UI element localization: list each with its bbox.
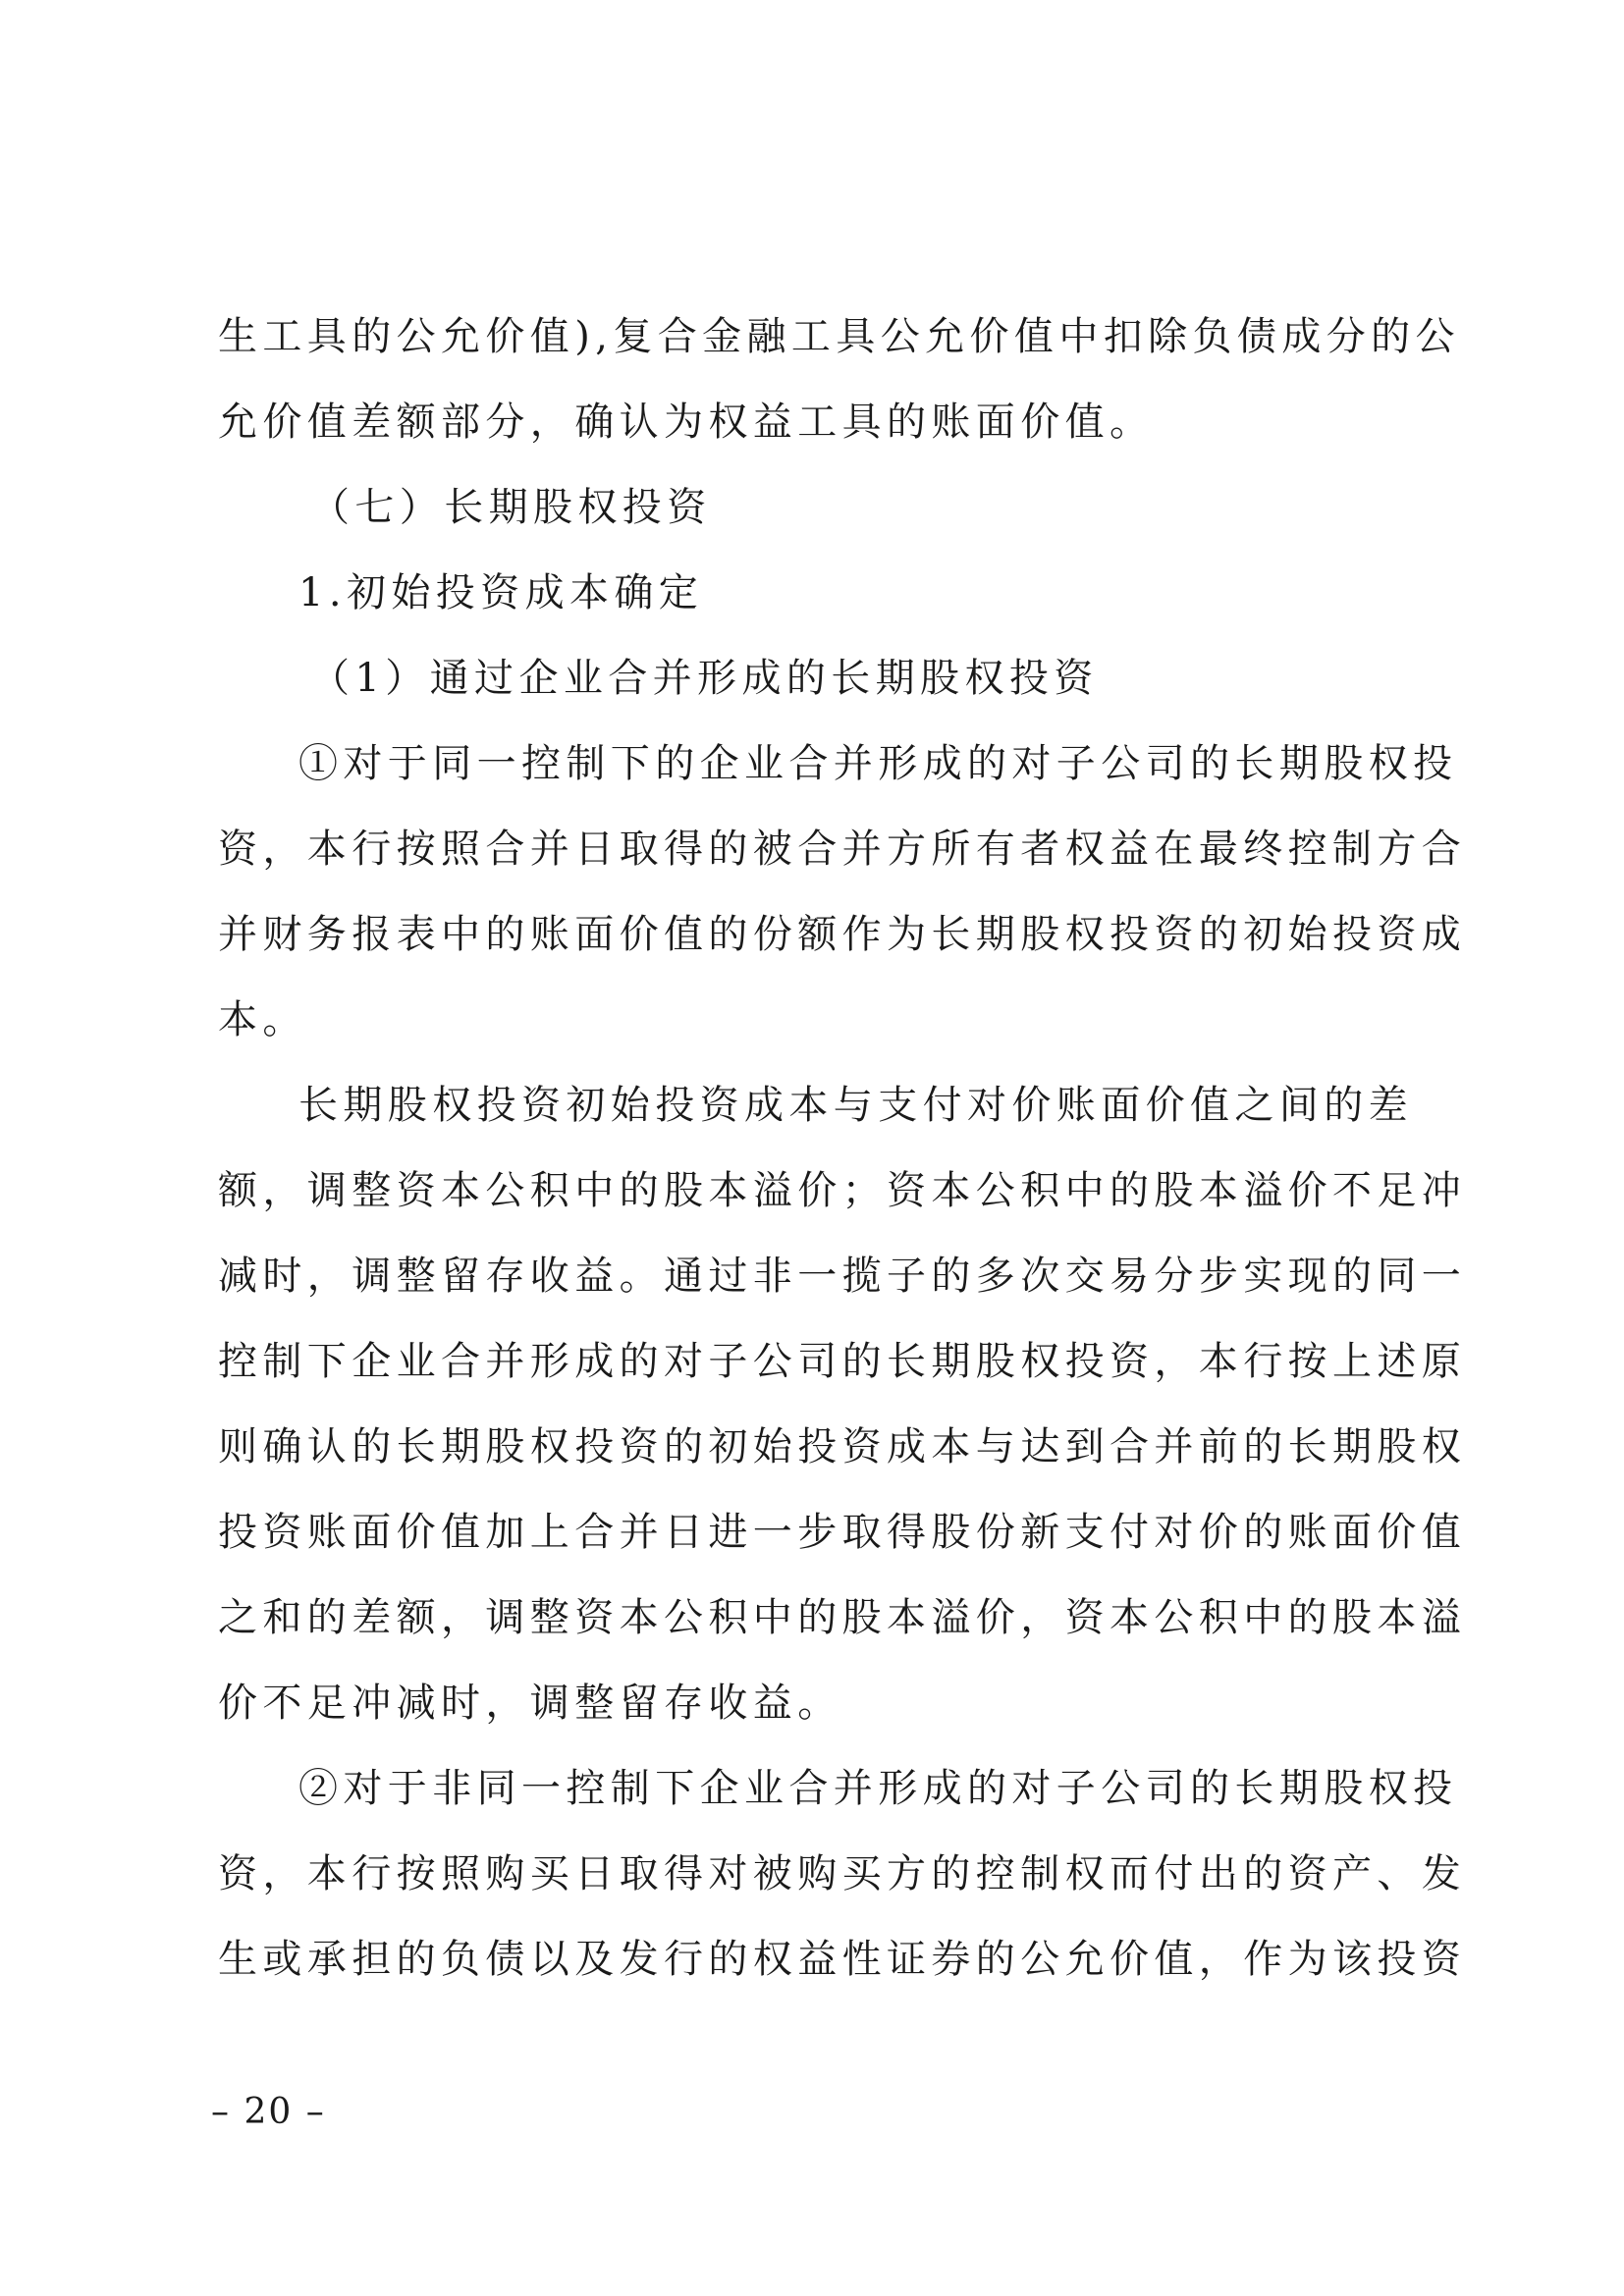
text-line: 之和的差额，调整资本公积中的股本溢价，资本公积中的股本溢: [218, 1595, 1467, 1640]
text-line: 减时，调整留存收益。通过非一揽子的多次交易分步实现的同一: [218, 1254, 1467, 1299]
subsection-heading: 1.初始投资成本确定: [298, 570, 704, 615]
body-text: [218, 294, 1467, 2002]
text-line: 资，本行按照合并日取得的被合并方所有者权益在最终控制方合: [218, 827, 1467, 872]
text-line: 投资账面价值加上合并日进一步取得股份新支付对价的账面价值: [218, 1510, 1467, 1555]
paragraph-start-line: ①对于同一控制下的企业合并形成的对子公司的长期股权投: [298, 741, 1458, 786]
text-line: 允价值差额部分，确认为权益工具的账面价值。: [218, 400, 1155, 445]
paragraph-start-line: ②对于非同一控制下企业合并形成的对子公司的长期股权投: [298, 1766, 1458, 1811]
text-line: 并财务报表中的账面价值的份额作为长期股权投资的初始投资成: [218, 912, 1467, 957]
text-line: 价不足冲减时，调整留存收益。: [218, 1681, 842, 1726]
text-line: 资，本行按照购买日取得对被购买方的控制权而付出的资产、发: [218, 1851, 1467, 1896]
paragraph-start-line: 长期股权投资初始投资成本与支付对价账面价值之间的差: [298, 1083, 1413, 1128]
page-number: – 20 –: [211, 2092, 326, 2132]
text-line: 则确认的长期股权投资的初始投资成本与达到合并前的长期股权: [218, 1424, 1467, 1469]
text-line: 生或承担的负债以及发行的权益性证券的公允价值，作为该投资: [218, 1937, 1467, 1982]
subsection-heading: （1）通过企业合并形成的长期股权投资: [310, 656, 1099, 701]
text-line: 本。: [218, 997, 307, 1042]
text-line: 额，调整资本公积中的股本溢价；资本公积中的股本溢价不足冲: [218, 1168, 1467, 1213]
section-heading: （七）长期股权投资: [310, 485, 712, 530]
text-line: 生工具的公允价值),复合金融工具公允价值中扣除负债成分的公: [218, 314, 1460, 359]
text-line: 控制下企业合并形成的对子公司的长期股权投资，本行按上述原: [218, 1339, 1467, 1384]
